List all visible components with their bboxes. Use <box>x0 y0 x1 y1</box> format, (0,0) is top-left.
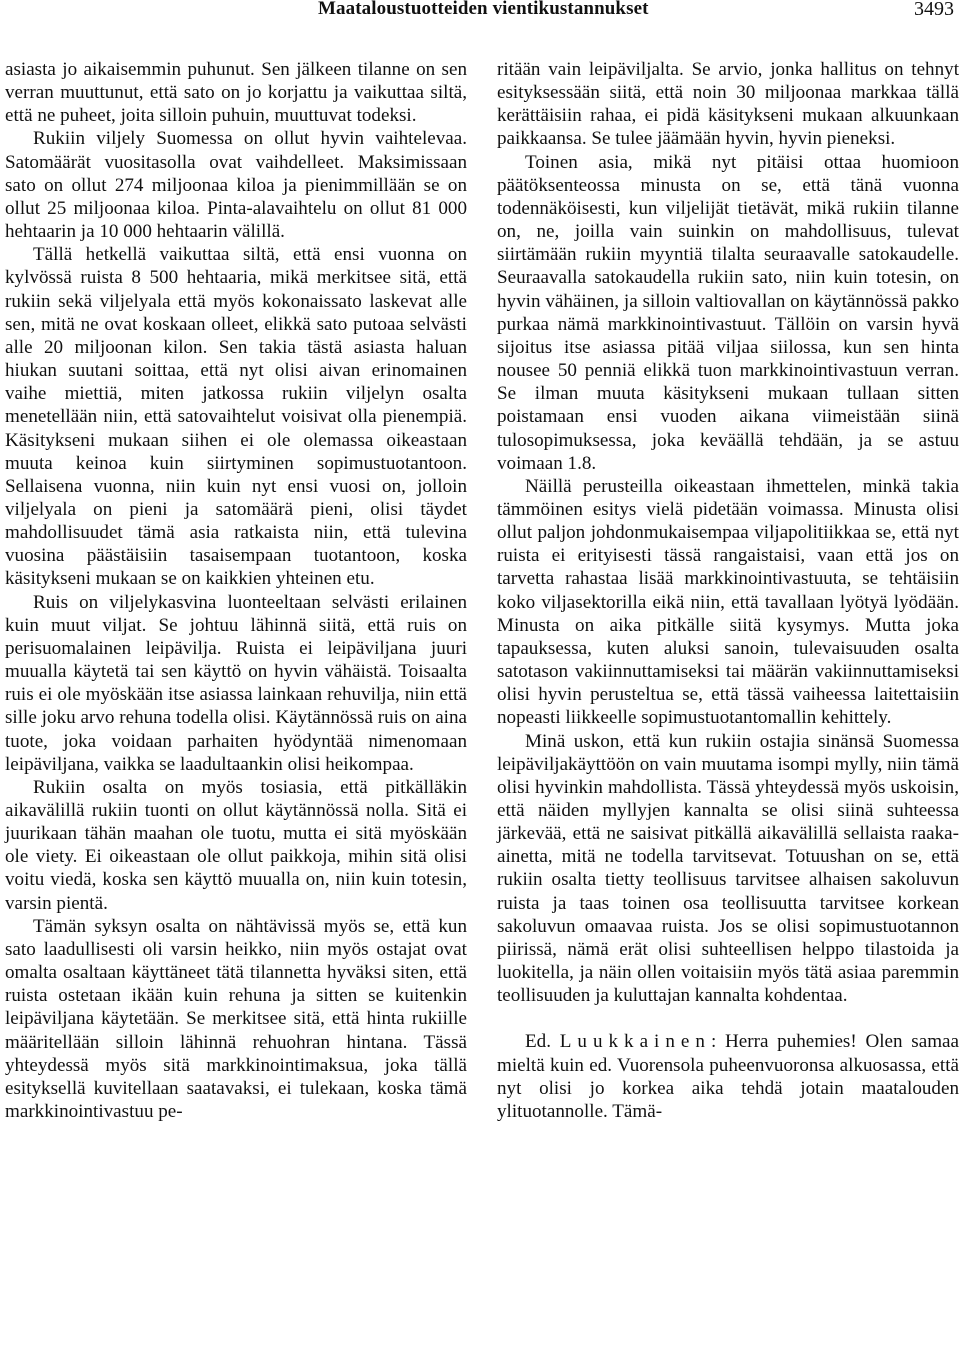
running-title: Maataloustuotteiden vientikustannukset <box>318 0 649 19</box>
paragraph: Ruis on viljelykasvina luonteeltaan selvästi erilainen kuin muut viljat. Se johtuu lähinnä siitä, että ruis on perisuomalainen leipävilja. Ruista ei leipäviljana juuri muualla käytetä tai sen käyttö on hyvin vähäistä. Toisaalta ruis ei ole myöskään itse asiassa lainkaan rehuvilja, niin että sille joku arvo rehuna todella olisi. Käytännössä ruis on aina tuote, joka voidaan parhaiten hyödyntää nimenomaan leipäviljana, vaikka se laadultaankin olisi heikompaa. <box>5 591 467 775</box>
paragraph: Minä uskon, että kun rukiin ostajia sinänsä Suomessa leipäviljakäyttöön on vain muutama isompi mylly, niin tämä olisi hyvinkin mahdollista. Tässä yhteydessä myös uskoisin, että näiden myllyjen kannalta se olisi siinä suhteessa järkevää, että ne saisivat pitkällä aikavälillä sellaista raaka-ainetta, mitä ne todella tarvitsevat. Totuushan on se, että rukiin osalta tietty teollisuus tarvitsee alhaisen sakoluvun ruista ja taas toinen osa teollisuutta tarvitsee korkean sakoluvun omaavaa ruista. Jos se olisi sopimustuotannon piirissä, nämä erät olisi suhteellisen helppo tilastoida ja luokitella, ja näin ollen voitaisiin myös tätä asiaa paremmin teollisuuden ja kuluttajan kannalta kohdentaa. <box>497 730 959 1007</box>
paragraph: Rukiin viljely Suomessa on ollut hyvin vaihtelevaa. Satomäärät vuositasolla ovat vaihdelleet. Maksimissaan sato on ollut 274 miljoonaa kiloa ja pienimmillään se on ollut 25 miljoonaa kiloa. Pinta-alavaihtelu on ollut 81 000 hehtaarin ja 10 000 hehtaarin välillä. <box>5 128 467 243</box>
page-number: 3493 <box>914 0 954 20</box>
paragraph: Tämän syksyn osalta on nähtävissä myös se, että kun sato laadullisesti oli varsin heikko, niin myös ostajat ovat omalta osaltaan käyttäneet tätä tilannetta hyväksi siten, että ruista ostetaan ikään kuin rehuna ja sitten se kuitenkin leipäviljana käytetään. Se merkitsee sitä, että hinta rukiille määritellään silloin lähinnä rehuohran hintana. Tässä yhteydessä myös sitä markkinointimaksua, joka tällä esityksellä kuvitellaan saatavaksi, ei tulekaan, koska tämä markkinointivastuu pe- <box>5 915 467 1123</box>
paragraph: Näillä perusteilla oikeastaan ihmettelen, minkä takia tämmöinen esitys vielä pidetään voimassa. Minusta olisi ollut paljon johdonmukaisempaa viljapolitiikkaa se, että nyt ruista ei erityisesti tässä rangaistaisi, vaan että jos on tarvetta rahastaa lisää markkinointivastuuta, se tehtäisiin koko viljasektorilla eikä niin, että tavallaan lyötyä lyödään. Minusta on aika pitkälle siitä kysymys. Mutta joka tapauksessa, kuten aluksi sanoin, tulevaisuuden osalta satotason vakiinnuttamiseksi tai määrän vakiinnuttamiseksi olisi hyvin perusteltua se, että tässä vaiheessa laitettaisiin nopeasti liikkeelle sopimustuotantomallin kehittely. <box>497 475 959 729</box>
paragraph: asiasta jo aikaisemmin puhunut. Sen jälkeen tilanne on sen verran muuttunut, että sato on jo korjattu ja vaikuttaa siltä, että ne puheet, joita silloin puhuin, muuttuvat todeksi. <box>5 59 467 127</box>
speaker-name: Luukkainen <box>559 1031 711 1053</box>
speaker-text: : Herra puhemies! Olen samaa mieltä kuin ed. Vuorensola puheenvuoronsa alkuosassa, että nyt olisi jo korkea aika tehdä jotain maatalouden ylituotannolle. Tämä- <box>497 1031 959 1122</box>
left-column <box>5 58 467 1123</box>
right-column <box>497 58 959 1123</box>
paragraph: ritään vain leipäviljalta. Se arvio, jonka hallitus on tehnyt esityksessään siitä, että noin 30 miljoonaa markkaa tällä kerättäisiin rahaa, ei pidä käsitykseni mukaan alkuunkaan paikkaansa. Se tulee jäämään hyvin, hyvin pieneksi. <box>497 59 959 150</box>
page-header <box>0 0 960 40</box>
speaker-paragraph <box>497 1030 959 1123</box>
paragraph: Rukiin osalta on myös tosiasia, että pitkälläkin aikavälillä rukiin tuonti on ollut käytännössä nolla. Sitä ei juurikaan tähän maahan ole tuotu, mutta ei sitä myöskään ole viety. Ei oikeastaan ole ollut paikkoja, mihin sitä olisi voitu viedä, koska sen käyttö muualla on, niin kuin totesin, varsin pientä. <box>5 776 467 914</box>
speaker-intro: Ed. <box>525 1031 560 1053</box>
paragraph: Tällä hetkellä vaikuttaa siltä, että ensi vuonna on kylvössä ruista 8 500 hehtaaria, mikä merkitsee sitä, että rukiin sekä viljelyala että myös kokonaissato laskevat alle sen, mitä ne ovat koskaan olleet, elikkä sato putoaa selvästi alle 20 miljoonan kilon. Sen takia tästä asiasta haluan hiukan suutani soittaa, että nyt olisi aivan erinomainen vaihe miettiä, miten jatkossa rukiin viljelyn osalta menetellään niin, että satovaihtelut voisivat olla pienempiä. Käsitykseni mukaan siihen ei ole olemassa oikeastaan muuta keinoa kuin siirtyminen sopimustuotantoon. Sellaisena vuonna, niin kuin nyt ensi vuosi on, jolloin viljelyala on pieni ja satomäärä pieni, olisi täydet mahdollisuudet tämä asia ratkaista niin, että tulevina vuosina päästäisiin tasaisempaan tuotantoon, koska käsitykseni mukaan se on kaikkien yhteinen etu. <box>5 244 467 590</box>
paragraph: Toinen asia, mikä nyt pitäisi ottaa huomioon päätöksenteossa minusta on se, että tänä vuonna todennäköisesti, kun viljelijät tietävät, mikä rukiin tilanne on, ne, joilla vain suinkin on mahdollisuus, tulevat siirtämään rukiin myyntiä tilalta seuraavalle satokaudelle. Seuraavalla satokaudella rukiin sato, niin kuin totesin, on hyvin vähäinen, ja silloin valtiovallan on käytännössä pakko purkaa nämä markkinointivastuut. Tällöin on varsin hyvä sijoitus itse asiassa pitää viljaa siilossa, kun sen hinta nousee 50 penniä elikkä tuon markkinointivastuun verran. Se ilman muuta käsitykseni mukaan tullaan sitten poistamaan ensi vuoden aikana viimeistään siinä tulosopimuksessa, joka keväällä tehdään, ja se astuu voimaan 1.8. <box>497 151 959 474</box>
